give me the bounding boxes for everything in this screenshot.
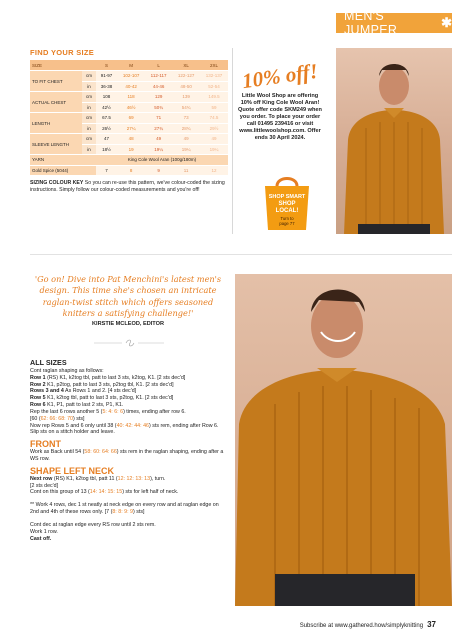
yarn-value: King Cole Wool Aran (100g/180m) (96, 155, 228, 166)
note-a: ** Work 4 rows, dec 1 st neatly at neck edge on every row and at raglan edge on 2nd and 4th of these rows only. [7 ( (30, 502, 219, 516)
value-cell: 73 (172, 113, 200, 124)
row-5-text: K1, k2tog tbl, patt to last 3 sts, p2tog, K1. [2 sts dec'd] (47, 395, 174, 402)
unit-cell: in (82, 102, 96, 113)
shape-left-neck-heading: SHAPE LEFT NECK (30, 465, 115, 476)
value-cell: 8 (117, 165, 145, 176)
row-6-label: Row 6 (30, 402, 46, 409)
next-alt: 12: 12: 13: 13 (117, 475, 151, 482)
value-cell: 42½ (96, 102, 117, 113)
size-col-s: S (96, 60, 117, 71)
value-cell: 69 (117, 113, 145, 124)
page-number: 37 (427, 620, 436, 629)
slip-line: Slip sts on a stitch holder and leave. (30, 429, 115, 436)
offer-body: Little Wool Shop are offering 10% off King Cole Wool Aran! Quote offer code SKM249 when you order. To place your order call 01495 239416 or visit www.littlewoolshop.com. Offer ends 30 April 2024. (238, 93, 322, 141)
note-b: ) sts] (132, 509, 145, 516)
cont-b: ) sts for left half of neck. (122, 489, 179, 496)
value-cell: 12 (200, 165, 228, 176)
value-cell: 11 (172, 165, 200, 176)
value-cell: 18½ (96, 144, 117, 155)
quote-attribution: KIRSTIE MCLEOD, EDITOR (92, 320, 164, 327)
value-cell: 44-46 (145, 81, 172, 92)
value-cell: 27¼ (117, 123, 145, 134)
note-line (30, 502, 228, 516)
now-line (30, 423, 228, 430)
cont-line (30, 489, 228, 496)
value-cell: 19¼ (200, 144, 228, 155)
value-cell: 7 (96, 165, 117, 176)
cont-a: Cont on this group of 13 ( (30, 489, 90, 496)
row-label: SLEEVE LENGTH (30, 134, 82, 155)
value-cell: 19 (117, 144, 145, 155)
editor-quote (30, 274, 226, 327)
shade-label: Gold Spice (5044) (30, 165, 96, 176)
row-label: TO FIT CHEST (30, 71, 82, 92)
row-1 (30, 375, 228, 382)
value-cell: 67.5 (96, 113, 117, 124)
offer-box (236, 58, 324, 142)
unit-cell: cm (82, 71, 96, 82)
value-cell: 112-117 (145, 71, 172, 82)
now-a: Now rep Rows 5 and 6 only until 38 ( (30, 422, 117, 429)
sts-b: ) sts] (73, 415, 85, 422)
vertical-divider (232, 48, 233, 234)
page-footer (300, 620, 436, 629)
value-cell: 28¾ (172, 123, 200, 134)
value-cell: 132-137 (200, 71, 228, 82)
value-cell: 74.5 (200, 113, 228, 124)
now-b: ) sts rem, ending after Row 6. (148, 422, 219, 429)
row-6-text: K1, P1, patt to last 2 sts, P1, K1. (47, 402, 124, 409)
unit-cell: in (82, 144, 96, 155)
next-a: (RS) K1, k2tog tbl, patt 11 ( (53, 475, 118, 482)
value-cell: 71 (145, 113, 172, 124)
value-cell: 59 (200, 102, 228, 113)
cast-off-line (30, 536, 228, 543)
all-sizes-heading: ALL SIZES (30, 358, 67, 367)
next-b: ), turn. (150, 475, 166, 482)
value-cell: 54¾ (172, 102, 200, 113)
unit-cell: in (82, 123, 96, 134)
row-5 (30, 395, 228, 402)
model-photo-top (336, 48, 452, 234)
repeat-line (30, 409, 228, 416)
value-cell: 50¾ (145, 102, 172, 113)
row-5-label: Row 5 (30, 395, 46, 402)
flourish-icon (94, 338, 164, 348)
front-alt: 58: 60: 64: 66 (84, 449, 117, 456)
value-cell: 139 (172, 92, 200, 103)
cast-off-text: Cast off. (30, 535, 52, 542)
unit-cell: cm (82, 92, 96, 103)
repeat-alt: 5: 4: 6: 6 (102, 408, 124, 415)
repeat-b: ) times, ending after row 6. (123, 408, 186, 415)
size-table-header (30, 60, 228, 71)
pattern-instructions (30, 360, 228, 542)
now-alt: 40: 42: 44: 46 (116, 422, 149, 429)
rows-3-4-text: As Rows 1 and 2. [4 sts dec'd] (65, 388, 137, 395)
unit-cell: cm (82, 134, 96, 145)
work-1-line: Work 1 row. (30, 528, 58, 535)
note-alt: 8: 8: 9: 9 (112, 509, 133, 516)
rows-3-4 (30, 388, 228, 395)
row-1-text: (RS) K1, k2tog tbl, patt to last 3 sts, k2tog, K1. [2 sts dec'd] (47, 374, 186, 381)
sts-alt: 62: 66: 68: 70 (40, 415, 74, 422)
front-line (30, 449, 228, 463)
size-panel (30, 48, 228, 232)
value-cell: 149.5 (200, 92, 228, 103)
value-cell: 102-107 (117, 71, 145, 82)
value-cell: 29½ (200, 123, 228, 134)
bag-line2: SHOP (278, 201, 296, 207)
front-heading: FRONT (30, 439, 61, 450)
value-cell: 48-50 (172, 81, 200, 92)
size-col-label: SIZE (30, 60, 96, 71)
section-title: MEN'S JUMPER (344, 9, 398, 37)
table-row (30, 92, 228, 103)
bag-line3: LOCAL! (275, 208, 299, 214)
value-cell: 49 (145, 134, 172, 145)
unit-cell: in (82, 81, 96, 92)
value-cell: 40-42 (117, 81, 145, 92)
rows-3-4-label: Rows 3 and 4 (30, 388, 64, 395)
horizontal-divider (30, 254, 452, 255)
size-col-2xl: 2XL (200, 60, 228, 71)
row-2-label: Row 2 (30, 381, 46, 388)
value-cell: 122-127 (172, 71, 200, 82)
value-cell: 91-97 (96, 71, 117, 82)
repeat-a: Rep the last 6 rows another 5 ( (30, 408, 103, 415)
offer-headline: 10% off! (240, 58, 320, 94)
cont-alt: 14: 14: 15: 15 (89, 489, 123, 496)
front-a: Work as Back until 54 ( (30, 449, 85, 456)
subscribe-text: Subscribe at www.gathered.how/simplyknitting (299, 623, 424, 629)
yarn-row (30, 155, 228, 166)
value-cell: 27¾ (145, 123, 172, 134)
value-cell: 49 (200, 134, 228, 145)
value-cell: 48 (117, 134, 145, 145)
shop-local-bag-icon (261, 172, 313, 232)
value-cell: 129 (145, 92, 172, 103)
value-cell: 19¼ (145, 144, 172, 155)
next-label: Next row (30, 475, 53, 482)
size-col-m: M (117, 60, 145, 71)
size-heading: FIND YOUR SIZE (30, 48, 95, 57)
value-cell: 108 (96, 92, 117, 103)
size-col-xl: XL (172, 60, 200, 71)
sizing-key (30, 180, 228, 194)
table-row (30, 113, 228, 124)
all-sizes-intro: Cont raglan shaping as follows: (30, 367, 104, 374)
row-2-text: K1, p2tog, patt to last 3 sts, p2tog tbl, K1. [2 sts dec'd] (47, 381, 174, 388)
value-cell: 19¼ (172, 144, 200, 155)
size-col-l: L (145, 60, 172, 71)
model-photo-main (235, 274, 452, 606)
row-label: ACTUAL CHEST (30, 92, 82, 113)
unit-cell: cm (82, 113, 96, 124)
value-cell: 9 (145, 165, 172, 176)
row-1-label: Row 1 (30, 374, 46, 381)
size-table (30, 60, 228, 176)
bag-line5: page 77 (279, 221, 295, 226)
row-label: LENGTH (30, 113, 82, 134)
row-2 (30, 382, 228, 389)
next-dec: [2 sts dec'd] (30, 482, 59, 489)
front-b: ) sts rem in the raglan shaping, ending after a WS row. (30, 449, 224, 462)
value-cell: 47 (96, 134, 117, 145)
bag-line1: SHOP SMART (268, 194, 306, 200)
shade-row (30, 165, 228, 176)
section-header (336, 9, 452, 37)
table-row (30, 134, 228, 145)
value-cell: 26½ (96, 123, 117, 134)
yarn-label: YARN (30, 155, 96, 166)
sts-line (30, 416, 228, 423)
value-cell: 118 (117, 92, 145, 103)
value-cell: 36-38 (96, 81, 117, 92)
asterisk-icon: ✱ (441, 15, 452, 30)
sizing-key-title: SIZING COLOUR KEY (30, 180, 84, 186)
cont-dec-line: Cont dec at raglan edge every RS row until 2 sts rem. (30, 521, 156, 528)
quote-text: 'Go on! Dive into Pat Menchini's latest men's design. This time she's chosen an intricate raglan-twist stitch which offers seasoned knitters a satisfying challenge!' (34, 274, 222, 319)
sts-a: [60 ( (30, 415, 41, 422)
table-row (30, 71, 228, 82)
row-6 (30, 402, 228, 409)
value-cell: 49 (172, 134, 200, 145)
next-row (30, 476, 228, 483)
value-cell: 46½ (117, 102, 145, 113)
sizing-key-text: So you can re-use this pattern, we've colour-coded the sizing instructions. Simply follow our colour-coded measurements and you're off! (30, 180, 225, 193)
value-cell: 52-54 (200, 81, 228, 92)
bag-line4: Turn to (280, 216, 294, 221)
